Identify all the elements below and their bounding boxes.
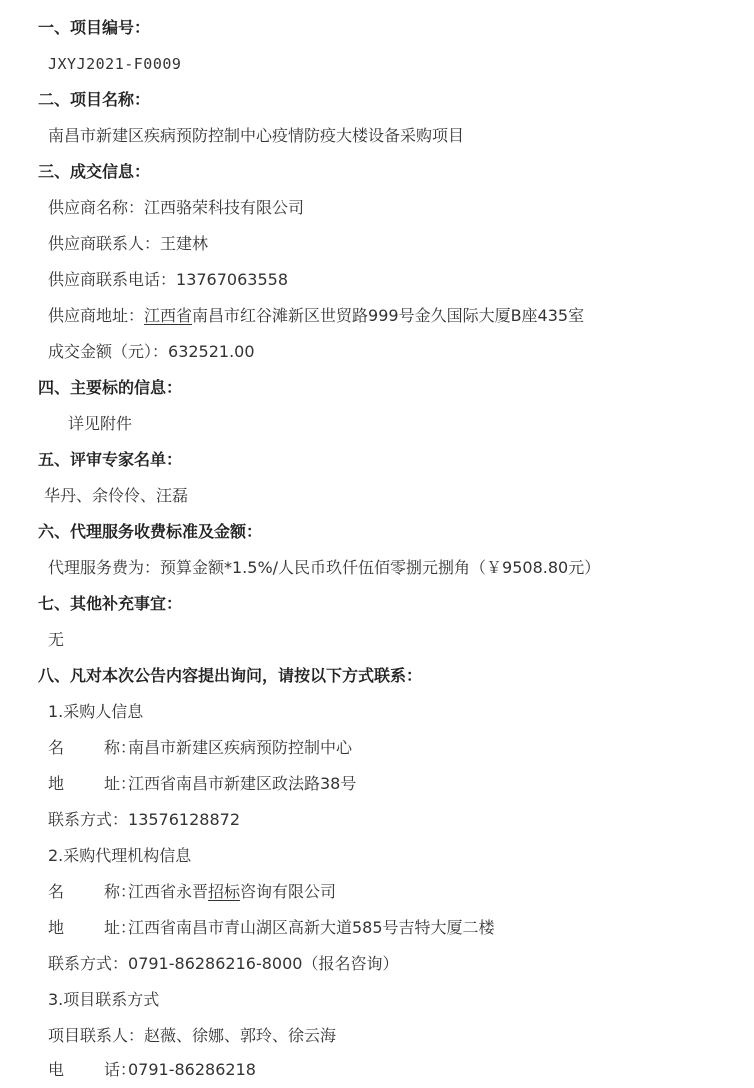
main-items-info: 详见附件 — [68, 414, 133, 433]
agency-addr-label-b: 址： — [104, 918, 137, 937]
project-number: JXYJ2021-F0009 — [48, 55, 182, 73]
section-3-title: 三、成交信息： — [38, 162, 151, 181]
purchaser-name-row — [48, 736, 352, 760]
supplier-address-row — [48, 304, 584, 328]
purchaser-heading: 1.采购人信息 — [48, 702, 144, 721]
agency-name-label-a: 名 — [48, 882, 65, 901]
project-people-label: 项目联系人： — [48, 1026, 145, 1045]
supplier-contact: 王建林 — [160, 234, 209, 253]
expert-list: 华丹、余伶伶、汪磊 — [44, 486, 189, 505]
purchaser-addr-label-b: 址： — [104, 774, 137, 793]
project-phone-label-a: 电 — [48, 1060, 65, 1079]
purchaser-address: 江西省南昌市新建区政法路38号 — [128, 774, 357, 793]
project-people: 赵薇、徐娜、郭玲、徐云海 — [144, 1026, 337, 1045]
project-contact-heading: 3.项目联系方式 — [48, 990, 160, 1009]
deal-amount: 632521.00 — [168, 342, 255, 361]
section-2-title: 二、项目名称： — [38, 90, 151, 109]
supplier-phone: 13767063558 — [176, 270, 288, 289]
supplier-address-province: 江西省 — [144, 306, 193, 325]
deal-amount-label: 成交金额（元）： — [48, 342, 169, 361]
agency-contact-label: 联系方式： — [48, 954, 129, 973]
section-5-title: 五、评审专家名单： — [38, 450, 183, 469]
section-7-title: 七、其他补充事宜： — [38, 594, 183, 613]
supplier-name-label: 供应商名称： — [48, 198, 145, 217]
supplier-phone-row — [48, 268, 288, 292]
purchaser-name-label-a: 名 — [48, 738, 65, 757]
purchaser-address-row — [48, 772, 356, 796]
project-phone: 0791-86286218 — [128, 1060, 256, 1079]
agency-name-row — [48, 880, 336, 904]
agency-address-row — [48, 916, 495, 940]
purchaser-addr-label-a: 地 — [48, 774, 65, 793]
supplier-name: 江西骆荣科技有限公司 — [144, 198, 305, 217]
project-name: 南昌市新建区疾病预防控制中心疫情防疫大楼设备采购项目 — [48, 126, 465, 145]
supplier-address-label: 供应商地址： — [48, 306, 145, 325]
purchaser-contact-label: 联系方式： — [48, 810, 129, 829]
project-phone-label-b: 话： — [104, 1060, 137, 1079]
agency-fee: 代理服务费为：预算金额*1.5%/人民币玖仟伍佰零捌元捌角（￥9508.80元） — [48, 558, 601, 577]
project-phone-row — [48, 1058, 256, 1082]
supplier-name-row — [48, 196, 304, 220]
agency-heading: 2.采购代理机构信息 — [48, 846, 192, 865]
agency-name-underlined: 招标 — [208, 882, 241, 901]
purchaser-name-label-b: 称： — [104, 738, 137, 757]
supplier-address: 南昌市红谷滩新区世贸路999号金久国际大厦B座435室 — [192, 306, 585, 325]
purchaser-contact-row — [48, 808, 240, 832]
project-people-row — [48, 1024, 336, 1048]
deal-amount-row — [48, 340, 255, 364]
agency-address: 江西省南昌市青山湖区高新大道585号吉特大厦二楼 — [128, 918, 495, 937]
section-6-title: 六、代理服务收费标准及金额： — [38, 522, 263, 541]
supplier-phone-label: 供应商联系电话： — [48, 270, 177, 289]
supplier-contact-row — [48, 232, 208, 256]
section-1-title: 一、项目编号： — [38, 18, 151, 37]
agency-name-part2: 咨询有限公司 — [240, 882, 337, 901]
agency-name-label-b: 称： — [104, 882, 137, 901]
agency-addr-label-a: 地 — [48, 918, 65, 937]
supplier-contact-label: 供应商联系人： — [48, 234, 161, 253]
section-4-title: 四、主要标的信息： — [38, 378, 183, 397]
purchaser-name: 南昌市新建区疾病预防控制中心 — [128, 738, 353, 757]
agency-name-part1: 江西省永晋 — [128, 882, 209, 901]
agency-contact-row — [48, 952, 398, 976]
purchaser-contact: 13576128872 — [128, 810, 240, 829]
section-8-title: 八、凡对本次公告内容提出询问，请按以下方式联系： — [38, 666, 423, 685]
other-matters: 无 — [48, 630, 65, 649]
agency-contact: 0791-86286216-8000（报名咨询） — [128, 954, 399, 973]
